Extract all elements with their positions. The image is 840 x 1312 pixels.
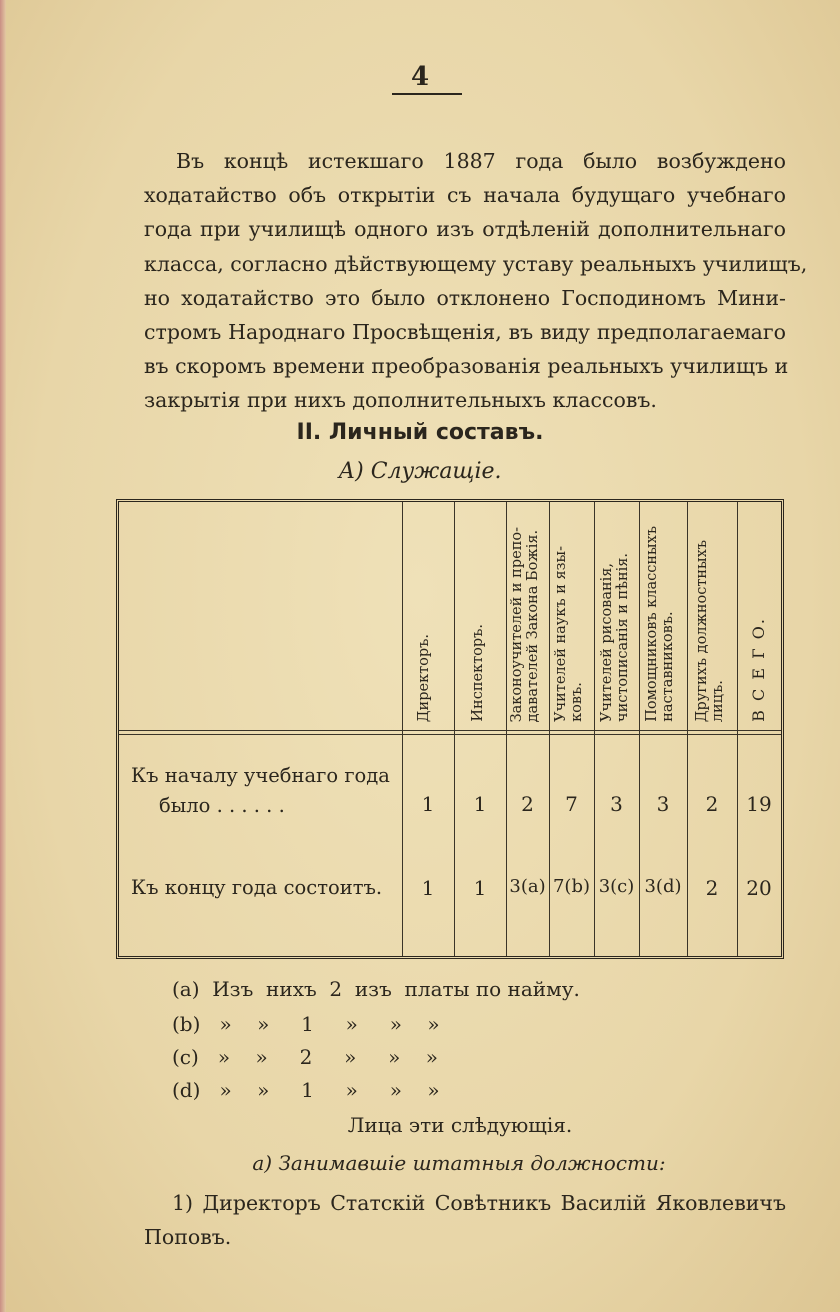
footnote: (d) » » 1 » » »: [172, 1078, 440, 1102]
footnote: (c) » » 2 » » »: [172, 1045, 439, 1069]
table-cell: 1: [473, 876, 487, 900]
table-cell: 1: [421, 792, 435, 816]
table-cell: 3: [610, 792, 623, 816]
table-cell: 3(d): [644, 876, 682, 897]
header-divider: [119, 730, 781, 735]
table-cell: 3: [656, 792, 670, 816]
held-positions-heading: а) Занимавшіе штатныя должности:: [252, 1151, 666, 1175]
paragraph-line: въ скоромъ времени преобразованія реальныхъ училищъ и: [144, 354, 789, 379]
table-cell: 20: [746, 876, 772, 900]
column-header: [509, 527, 541, 722]
table-cell: 1: [421, 876, 435, 900]
table-cell: 1: [473, 792, 487, 816]
table-cell: 2: [521, 792, 534, 816]
column-header-line: наставниковъ.: [660, 611, 676, 722]
column-header: Инспекторъ.: [470, 624, 486, 722]
row-label: Къ началу учебнаго года: [131, 764, 390, 787]
column-header: [644, 526, 676, 722]
column-header-line: ковъ.: [569, 682, 585, 722]
paragraph-line: ходатайство объ открытіи съ начала будущаго учебнаго: [144, 183, 786, 208]
table-cell: 3(c): [598, 876, 635, 897]
director-line: 1) Директоръ Статскій Совѣтникъ Василій Яковлевичъ: [172, 1191, 786, 1215]
table-cell: 19: [746, 792, 772, 816]
staff-table: [116, 499, 784, 959]
column-header-line: Учителей наукъ и язы-: [553, 546, 569, 722]
column-header-line: Учителей рисованія,: [599, 562, 615, 722]
paragraph-line: Въ концѣ истекшаго 1887 года было возбуждено: [176, 149, 786, 173]
intro-paragraph: [144, 144, 808, 418]
column-header-line: Законоучителей и препо-: [509, 526, 525, 722]
page-number-rule: [392, 93, 462, 95]
director-line: Поповъ.: [144, 1225, 232, 1249]
persons-heading: Лица эти слѣдующія.: [347, 1113, 573, 1137]
row-label: было . . . . . .: [159, 794, 285, 817]
paragraph-line: года при училищѣ одного изъ отдѣленій дополнительнаго: [144, 217, 786, 242]
column-header: [599, 553, 631, 722]
footnote: (a) Изъ нихъ 2 изъ платы по найму.: [172, 977, 580, 1001]
paragraph-line: класса, согласно дѣйствующему уставу реальныхъ училищъ,: [144, 251, 808, 276]
column-header: В С Е Г О.: [749, 617, 768, 722]
column-header-line: Другихъ должностныхъ: [694, 539, 710, 722]
column-header: [553, 546, 585, 722]
paragraph-line: закрытія при нихъ дополнительныхъ классовъ.: [144, 388, 657, 413]
column-header: [694, 540, 726, 722]
column-header-line: давателей Закона Божія.: [525, 529, 541, 722]
paragraph-line: но ходатайство это было отклонено Господиномъ Мини-: [144, 285, 786, 310]
column-header-line: чистописанія и пѣнія.: [615, 552, 631, 722]
table-cell: 7: [565, 792, 578, 816]
section-heading: II. Личный составъ.: [296, 420, 544, 445]
column-header: Директоръ.: [416, 633, 432, 722]
column-header-line: Помощниковъ классныхъ: [644, 526, 660, 722]
column-header-line: лицъ.: [710, 679, 726, 722]
table-cell: 3(a): [509, 876, 546, 897]
table-cell: 2: [705, 876, 719, 900]
section-subheading: А) Служащіе.: [338, 459, 502, 484]
page-number: 4: [410, 62, 430, 92]
paragraph-line: стромъ Народнаго Просвѣщенія, въ виду предполагаемаго: [144, 319, 786, 344]
table-cell: 7(b): [552, 876, 591, 897]
director-entry: [144, 1186, 786, 1254]
row-label: Къ концу года состоитъ.: [131, 876, 383, 899]
table-cell: 2: [705, 792, 719, 816]
footnote: (b) » » 1 » » »: [172, 1012, 440, 1036]
